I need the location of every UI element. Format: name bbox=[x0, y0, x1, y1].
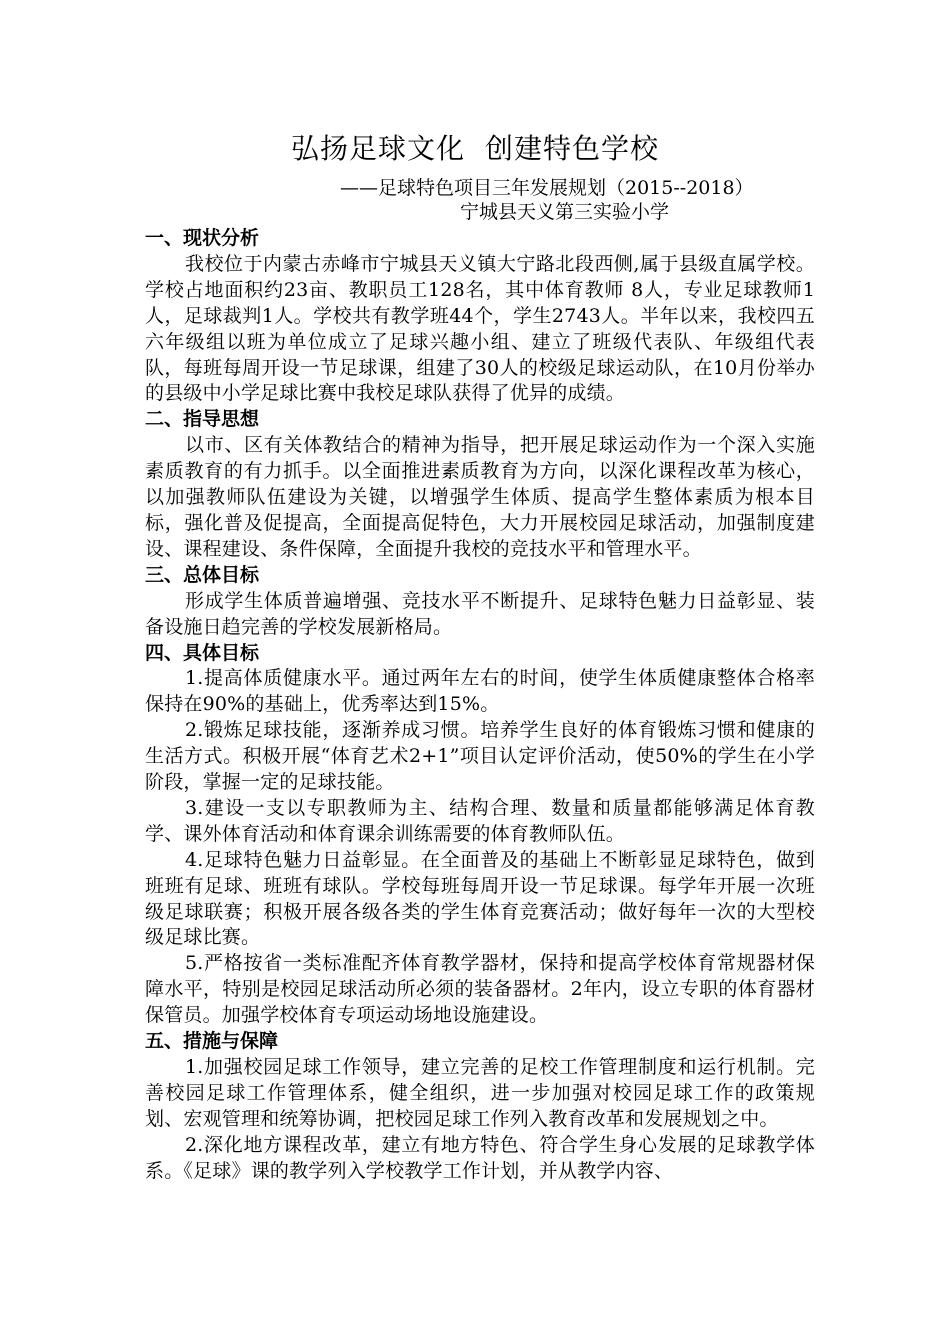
section-heading: 二、指导思想 bbox=[145, 408, 260, 431]
section-paragraph: 1.加强校园足球工作领导，建立完善的足校工作管理制度和运行机制。完善校园足球工作管理体系，健全组织，进一步加强对校园足球工作的政策规划、宏观管理和统筹协调，把校园足球工作列入教育改革和发展规划之中。 bbox=[145, 1056, 815, 1130]
section-paragraph: 我校位于内蒙古赤峰市宁城县天义镇大宁路北段西侧,属于县级直属学校。学校占地面积约23亩、教职员工128名，其中体育教师 8人，专业足球教师1人，足球裁判1人。学校共有教学班44个，学生2743人。半年以来，我校四五六年级组以班为单位成立了足球兴趣小组、建立了班级代表队、年级组代表队，每班每周开设一节足球课，组建了30人的校级足球运动队，在10月份举办的县级中小学足球比赛中我校足球队获得了优异的成绩。 bbox=[145, 252, 815, 405]
section-paragraph: 形成学生体质普遍增强、竞技水平不断提升、足球特色魅力日益彰显、装备设施日趋完善的学校发展新格局。 bbox=[145, 589, 815, 638]
school-name: 宁城县天义第三实验小学 bbox=[460, 201, 670, 223]
section-paragraph: 3.建设一支以专职教师为主、结构合理、数量和质量都能够满足体育教学、课外体育活动和体育课余训练需要的体育教师队伍。 bbox=[145, 796, 815, 845]
document-title: 弘扬足球文化 创建特色学校 bbox=[291, 132, 659, 165]
section-paragraph: 1.提高体质健康水平。通过两年左右的时间，使学生体质健康整体合格率保持在90%的基础上，优秀率达到15%。 bbox=[145, 667, 815, 716]
document-subtitle: ——足球特色项目三年发展规划（2015--2018） bbox=[340, 177, 754, 199]
section-heading: 一、现状分析 bbox=[145, 227, 260, 249]
section-heading: 四、具体目标 bbox=[145, 641, 260, 664]
section-paragraph: 5.严格按省一类标准配齐体育教学器材，保持和提高学校体育常规器材保障水平，特别是校园足球活动所必须的装备器材。2年内，设立专职的体育器材保管员。加强学校体育专项运动场地设施建设。 bbox=[145, 952, 815, 1027]
document-body bbox=[145, 226, 815, 1185]
section-paragraph: 以市、区有关体教结合的精神为指导，把开展足球运动作为一个深入实施素质教育的有力抓手。以全面推进素质教育为方向，以深化课程改革为核心，以加强教师队伍建设为关键，以增强学生体质、提高学生整体素质为根本目标，强化普及促提高，全面提高促特色，大力开展校园足球活动，加强制度建设、课程建设、条件保障，全面提升我校的竞技水平和管理水平。 bbox=[145, 434, 815, 560]
section-paragraph: 4.足球特色魅力日益彰显。在全面普及的基础上不断彰显足球特色，做到班班有足球、班班有球队。学校每班每周开设一节足球课。每学年开展一次班级足球联赛；积极开展各级各类的学生体育竞赛活动；做好每年一次的大型校级足球比赛。 bbox=[145, 848, 815, 949]
section-heading: 五、措施与保障 bbox=[145, 1030, 279, 1053]
section-heading: 三、总体目标 bbox=[145, 563, 260, 586]
section-paragraph: 2.深化地方课程改革，建立有地方特色、符合学生身心发展的足球教学体系。《足球》课的教学列入学校教学工作计划，并从教学内容、 bbox=[145, 1133, 815, 1182]
section-paragraph: 2.锻炼足球技能，逐渐养成习惯。培养学生良好的体育锻炼习惯和健康的生活方式。积极开展“体育艺术2+1”项目认定评价活动，使50%的学生在小学阶段，掌握一定的足球技能。 bbox=[145, 719, 815, 794]
